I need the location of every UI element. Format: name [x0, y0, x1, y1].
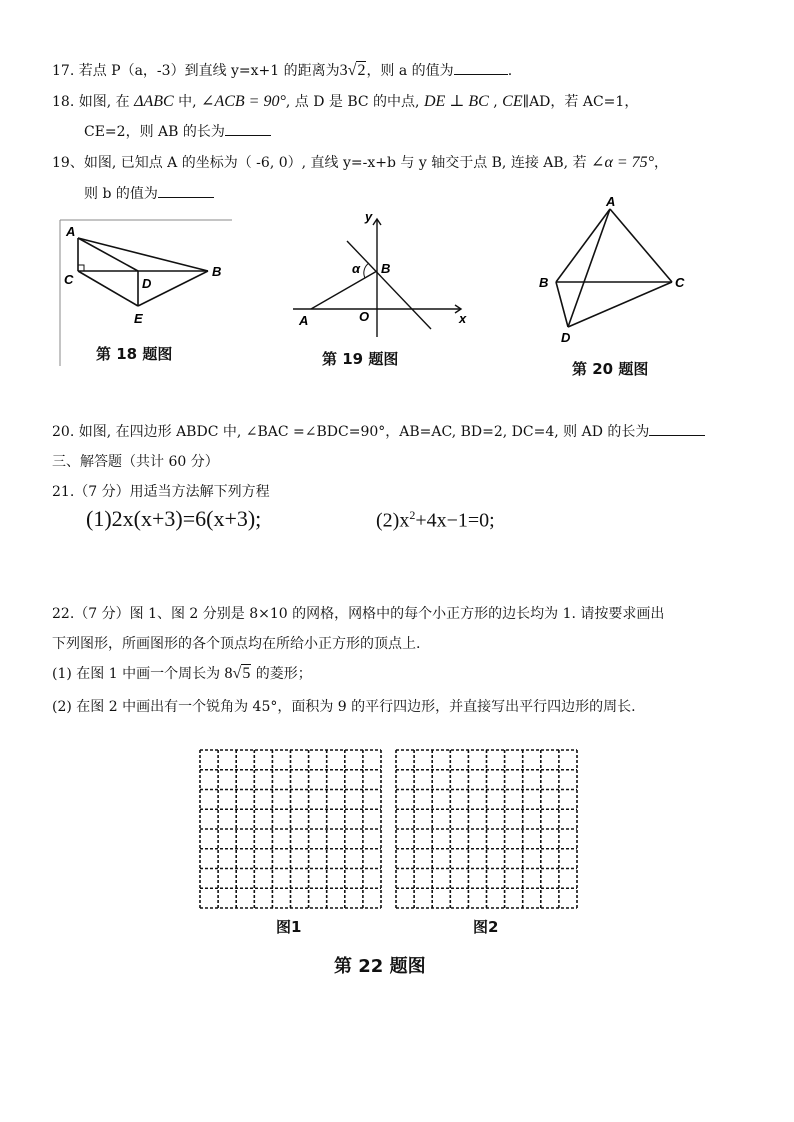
fig19-caption: 第 19 题图	[322, 350, 399, 368]
fig20-label-D: D	[561, 330, 571, 345]
q21-equation-2	[376, 508, 495, 533]
fig19-label-A: A	[299, 313, 309, 328]
q18-angle: ∠ACB = 90°	[201, 93, 286, 110]
question-22-line1: 22.（7 分）图 1、图 2 分别是 8×10 的网格，网格中的每个小正方形的边长均为 1. 请按要求画出	[52, 606, 665, 622]
fig18-right-angle-mark	[78, 265, 84, 271]
fig19-label-alpha: α	[352, 261, 361, 276]
fig18-label-E: E	[134, 311, 143, 326]
q18-triangle: ΔABC	[134, 93, 174, 110]
figure-19	[285, 205, 485, 345]
q17-radical: 3√2	[339, 62, 366, 79]
q17-coef: 3	[339, 62, 348, 79]
fig19-label-y: y	[365, 209, 373, 224]
figure-20	[530, 195, 730, 345]
fig20-label-A: A	[606, 194, 616, 209]
question-22-sub2: (2) 在图 2 中画出有一个锐角为 45°，面积为 9 的平行四边形，并直接写出平行四边形的周长.	[52, 699, 636, 715]
q22-sub1-coef: 8	[224, 665, 233, 682]
q18-answer-blank[interactable]	[225, 121, 271, 136]
q17-text-pre: 17. 若点 P（a，-3）到直线 y=x+1 的距离为	[52, 63, 340, 79]
q18-perp: DE ⊥ BC	[423, 93, 489, 110]
question-19-line1	[52, 153, 668, 173]
fig19-label-O: O	[359, 309, 370, 324]
fig19-label-B: B	[381, 261, 391, 276]
grid-figure-1[interactable]	[198, 748, 383, 910]
q18-par: CE	[502, 93, 523, 110]
fig18-segment-CE	[78, 271, 138, 306]
q17-text-post: ，则 a 的值为	[366, 63, 454, 79]
q19-answer-blank[interactable]	[158, 183, 214, 198]
question-18-line1: 18. 如图, 在 ΔABC 中, ∠ACB = 90°, 点 D 是 BC 的中点, DE ⊥ BC , CE∥AD，若 AC=1，	[52, 93, 639, 110]
fig18-segment-AB	[78, 238, 208, 271]
q22-sub1-rad: 5	[242, 665, 251, 682]
q18-text-line2: CE=2，则 AB 的长为	[84, 124, 225, 140]
q21-equation-1: (1)2x(x+3)=6(x+3);	[86, 506, 262, 531]
fig18-label-C: C	[64, 272, 74, 287]
q19-text-line2: 则 b 的值为	[84, 186, 158, 202]
fig18-caption: 第 18 题图	[96, 345, 173, 363]
q18-text-b: 中,	[178, 94, 197, 110]
q18-text-a: 18. 如图, 在	[52, 94, 130, 110]
q21-eq2-exponent: 2	[409, 508, 416, 522]
question-22-sub1	[52, 664, 312, 684]
question-17: 17. 若点 P（a，-3）到直线 y=x+1 的距离为3√2，则 a 的值为 .	[52, 62, 513, 79]
section-3-heading: 三、解答题（共计 60 分）	[52, 454, 219, 470]
fig20-caption: 第 20 题图	[572, 360, 649, 378]
q21-eq2-part-a: (2)x	[376, 509, 410, 532]
fig19-label-x: x	[459, 311, 467, 326]
fig20-label-B: B	[539, 275, 549, 290]
grid1-label: 图1	[276, 918, 302, 936]
q19-angle: ∠α = 75°	[591, 154, 655, 171]
fig18-label-A: A	[66, 224, 76, 239]
question-19-line2	[84, 183, 214, 204]
q19-text-b: ，	[654, 155, 669, 171]
fig20-segment-BD	[556, 282, 568, 327]
q20-answer-blank[interactable]	[649, 421, 705, 436]
q17-rad: 2	[357, 62, 366, 79]
q18-text-d: ∥AD，若 AC=1，	[522, 94, 639, 110]
q21-eq2-part-b: +4x−1=0;	[415, 509, 495, 532]
fig20-segment-AC	[610, 209, 672, 282]
q17-answer-blank[interactable]	[454, 60, 508, 75]
fig20-segment-AB	[556, 209, 610, 282]
fig18-label-B: B	[212, 264, 222, 279]
question-18-line2	[84, 121, 271, 142]
q22-sub1-text-b: 的菱形；	[255, 666, 312, 682]
question-21-head: 21.（7 分）用适当方法解下列方程	[52, 484, 270, 500]
q22-sub1-radical: 8√5	[224, 665, 251, 682]
fig20-segment-AD	[568, 209, 610, 327]
question-22-line2: 下列图形，所画图形的各个顶点均在所给小正方形的顶点上.	[52, 636, 421, 652]
q22-sub1-text-a: (1) 在图 1 中画一个周长为	[52, 666, 221, 682]
fig18-label-D: D	[142, 276, 152, 291]
question-20	[52, 421, 705, 442]
fig22-caption: 第 22 题图	[334, 956, 426, 977]
grid-figure-2[interactable]	[394, 748, 579, 910]
grid2-label: 图2	[473, 918, 499, 936]
fig20-segment-DC	[568, 282, 672, 327]
fig20-label-C: C	[675, 275, 685, 290]
q20-text: 20. 如图, 在四边形 ABDC 中, ∠BAC =∠BDC=90°，AB=AC, BD=2, DC=4, 则 AD 的长为	[52, 424, 650, 440]
q19-text-a: 19、如图, 已知点 A 的坐标为（ -6, 0）, 直线 y=-x+b 与 y 轴交于点 B, 连接 AB, 若	[52, 155, 587, 171]
fig19-segment-AB	[311, 271, 377, 309]
fig18-segment-AD	[78, 238, 138, 271]
q18-text-c: , 点 D 是 BC 的中点,	[285, 94, 420, 110]
